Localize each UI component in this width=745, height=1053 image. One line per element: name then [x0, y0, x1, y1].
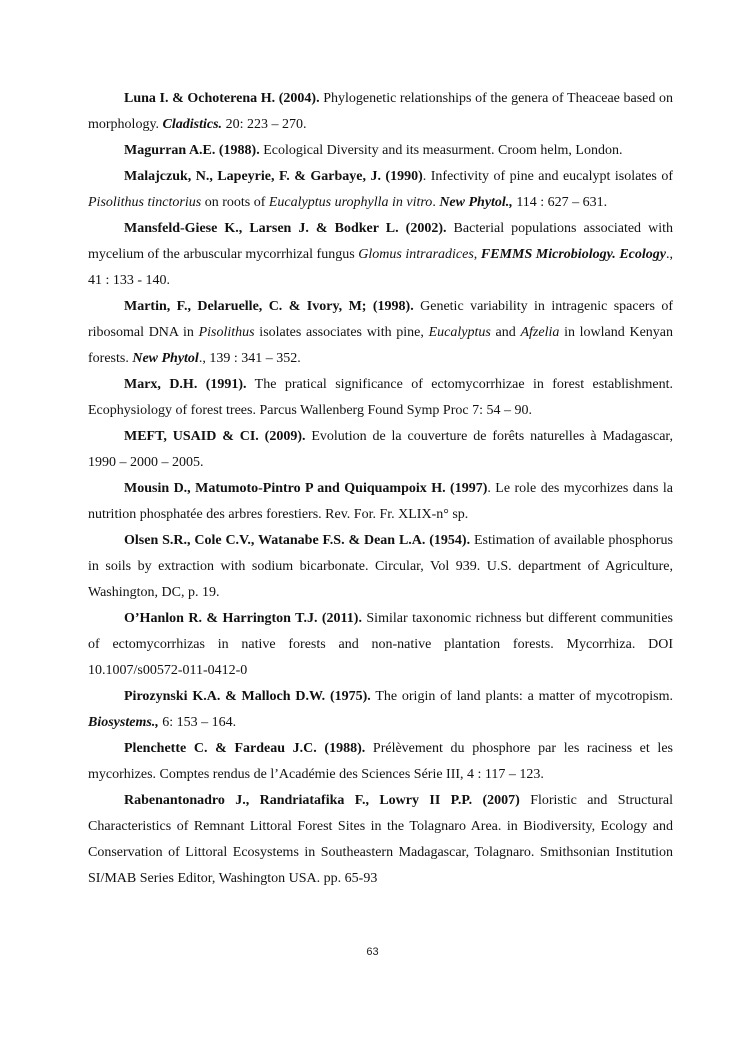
reference-entry: [88, 294, 673, 372]
reference-entry: [88, 372, 673, 424]
reference-authors: Luna I. & Ochoterena H. (2004).: [124, 91, 320, 106]
reference-text: Ecological Diversity and its measurment. Croom helm, London.: [259, 143, 623, 158]
journal-name: Biosystems.,: [88, 715, 159, 730]
reference-entry: [88, 216, 673, 294]
reference-text: . Le role des mycorhizes dans la nutrition phosphatée des arbres forestiers. Rev. For. Fr. XLIX-n° sp.: [88, 481, 673, 522]
reference-authors: O’Hanlon R. & Harrington T.J. (2011).: [124, 611, 362, 626]
reference-authors: Mousin D., Matumoto-Pintro P and Quiquampoix H. (1997): [124, 481, 488, 496]
reference-authors: Marx, D.H. (1991).: [124, 377, 247, 392]
species-name: Glomus intraradices: [358, 247, 474, 262]
reference-text: 6: 153 – 164.: [158, 715, 237, 730]
reference-text: The pratical significance of ectomycorrhizae in forest establishment. Ecophysiology of forest trees. Parcus Wallenberg Found Symp Proc 7: 54 – 90.: [88, 377, 673, 418]
species-name: Pisolithus: [198, 325, 255, 340]
reference-entry: [88, 736, 673, 788]
reference-authors: Martin, F., Delaruelle, C. & Ivory, M; (1998).: [124, 299, 414, 314]
reference-authors: MEFT, USAID & CI. (2009).: [124, 429, 306, 444]
reference-text: Similar taxonomic richness but different communities of ectomycorrhizas in native forests and non-native plantation forests. Mycorrhiza. DOI 10.1007/s00572-011-0412-0: [88, 611, 673, 678]
reference-authors: Magurran A.E. (1988).: [124, 143, 260, 158]
journal-name: New Phytol.,: [439, 195, 513, 210]
reference-text: ., 139 : 341 – 352.: [198, 351, 301, 366]
journal-name: New Phytol: [132, 351, 199, 366]
reference-authors: Mansfeld-Giese K., Larsen J. & Bodker L. (2002).: [124, 221, 447, 236]
reference-authors: Pirozynski K.A. & Malloch D.W. (1975).: [124, 689, 371, 704]
reference-text: The origin of land plants: a matter of mycotropism.: [370, 689, 673, 704]
reference-text: in lowland Kenyan forests.: [88, 325, 674, 366]
reference-text: 20: 223 – 270.: [222, 117, 307, 132]
reference-text: on roots of: [201, 195, 269, 210]
reference-text: 114 : 627 – 631.: [512, 195, 608, 210]
species-name: Eucalyptus urophylla in vitro: [268, 195, 433, 210]
page-number: 63: [366, 946, 379, 958]
reference-entry: [88, 528, 673, 606]
reference-text: Phylogenetic relationships of the genera of Theaceae based on morphology.: [88, 91, 673, 132]
species-name: Eucalyptus: [428, 325, 491, 340]
reference-text: ., 41 : 133 - 140.: [88, 247, 673, 288]
species-name: Pisolithus tinctorius: [88, 195, 202, 210]
reference-text: Prélèvement du phosphore par les raciness et les mycorhizes. Comptes rendus de l’Académie des Sciences Série III, 4 : 117 – 123.: [88, 741, 673, 782]
reference-text: .: [432, 195, 440, 210]
reference-entry: [88, 684, 673, 736]
reference-text: ,: [473, 247, 481, 262]
reference-list: [88, 86, 673, 892]
reference-authors: Rabenantonadro J., Randriatafika F., Lowry II P.P. (2007): [124, 793, 520, 808]
reference-entry: [88, 476, 673, 528]
reference-text: Evolution de la couverture de forêts naturelles à Madagascar, 1990 – 2000 – 2005.: [88, 429, 674, 470]
reference-text: Bacterial populations associated with mycelium of the arbuscular mycorrhizal fungus: [88, 221, 673, 262]
reference-text: Genetic variability in intragenic spacers of ribosomal DNA in: [88, 299, 673, 340]
reference-entry: [88, 788, 673, 892]
journal-name: FEMMS Microbiology. Ecology: [480, 247, 666, 262]
reference-entry: [88, 424, 673, 476]
reference-authors: Plenchette C. & Fardeau J.C. (1988).: [124, 741, 366, 756]
reference-text: . Infectivity of pine and eucalypt isolates of: [422, 169, 673, 184]
species-name: Afzelia: [520, 325, 560, 340]
reference-authors: Olsen S.R., Cole C.V., Watanabe F.S. & Dean L.A. (1954).: [124, 533, 471, 548]
reference-authors: Malajczuk, N., Lapeyrie, F. & Garbaye, J. (1990): [124, 169, 423, 184]
journal-name: Cladistics.: [162, 117, 223, 132]
reference-text: Floristic and Structural Characteristics of Remnant Littoral Forest Sites in the Tolagnaro Area. in Biodiversity, Ecology and Conservation of Littoral Ecosystems in Southeastern Madagascar, Tolagnaro. Smithsonian Institution SI/MAB Series Editor, Washington USA. pp. 65-93: [88, 793, 673, 886]
reference-entry: [88, 164, 673, 216]
reference-text: Estimation of available phosphorus in soils by extraction with sodium bicarbonate. Circular, Vol 939. U.S. department of Agriculture, Washington, DC, p. 19.: [88, 533, 673, 600]
reference-text: isolates associates with pine,: [254, 325, 429, 340]
reference-entry: [88, 606, 673, 684]
reference-text: and: [490, 325, 521, 340]
reference-entry: [88, 138, 673, 164]
reference-entry: [88, 86, 673, 138]
